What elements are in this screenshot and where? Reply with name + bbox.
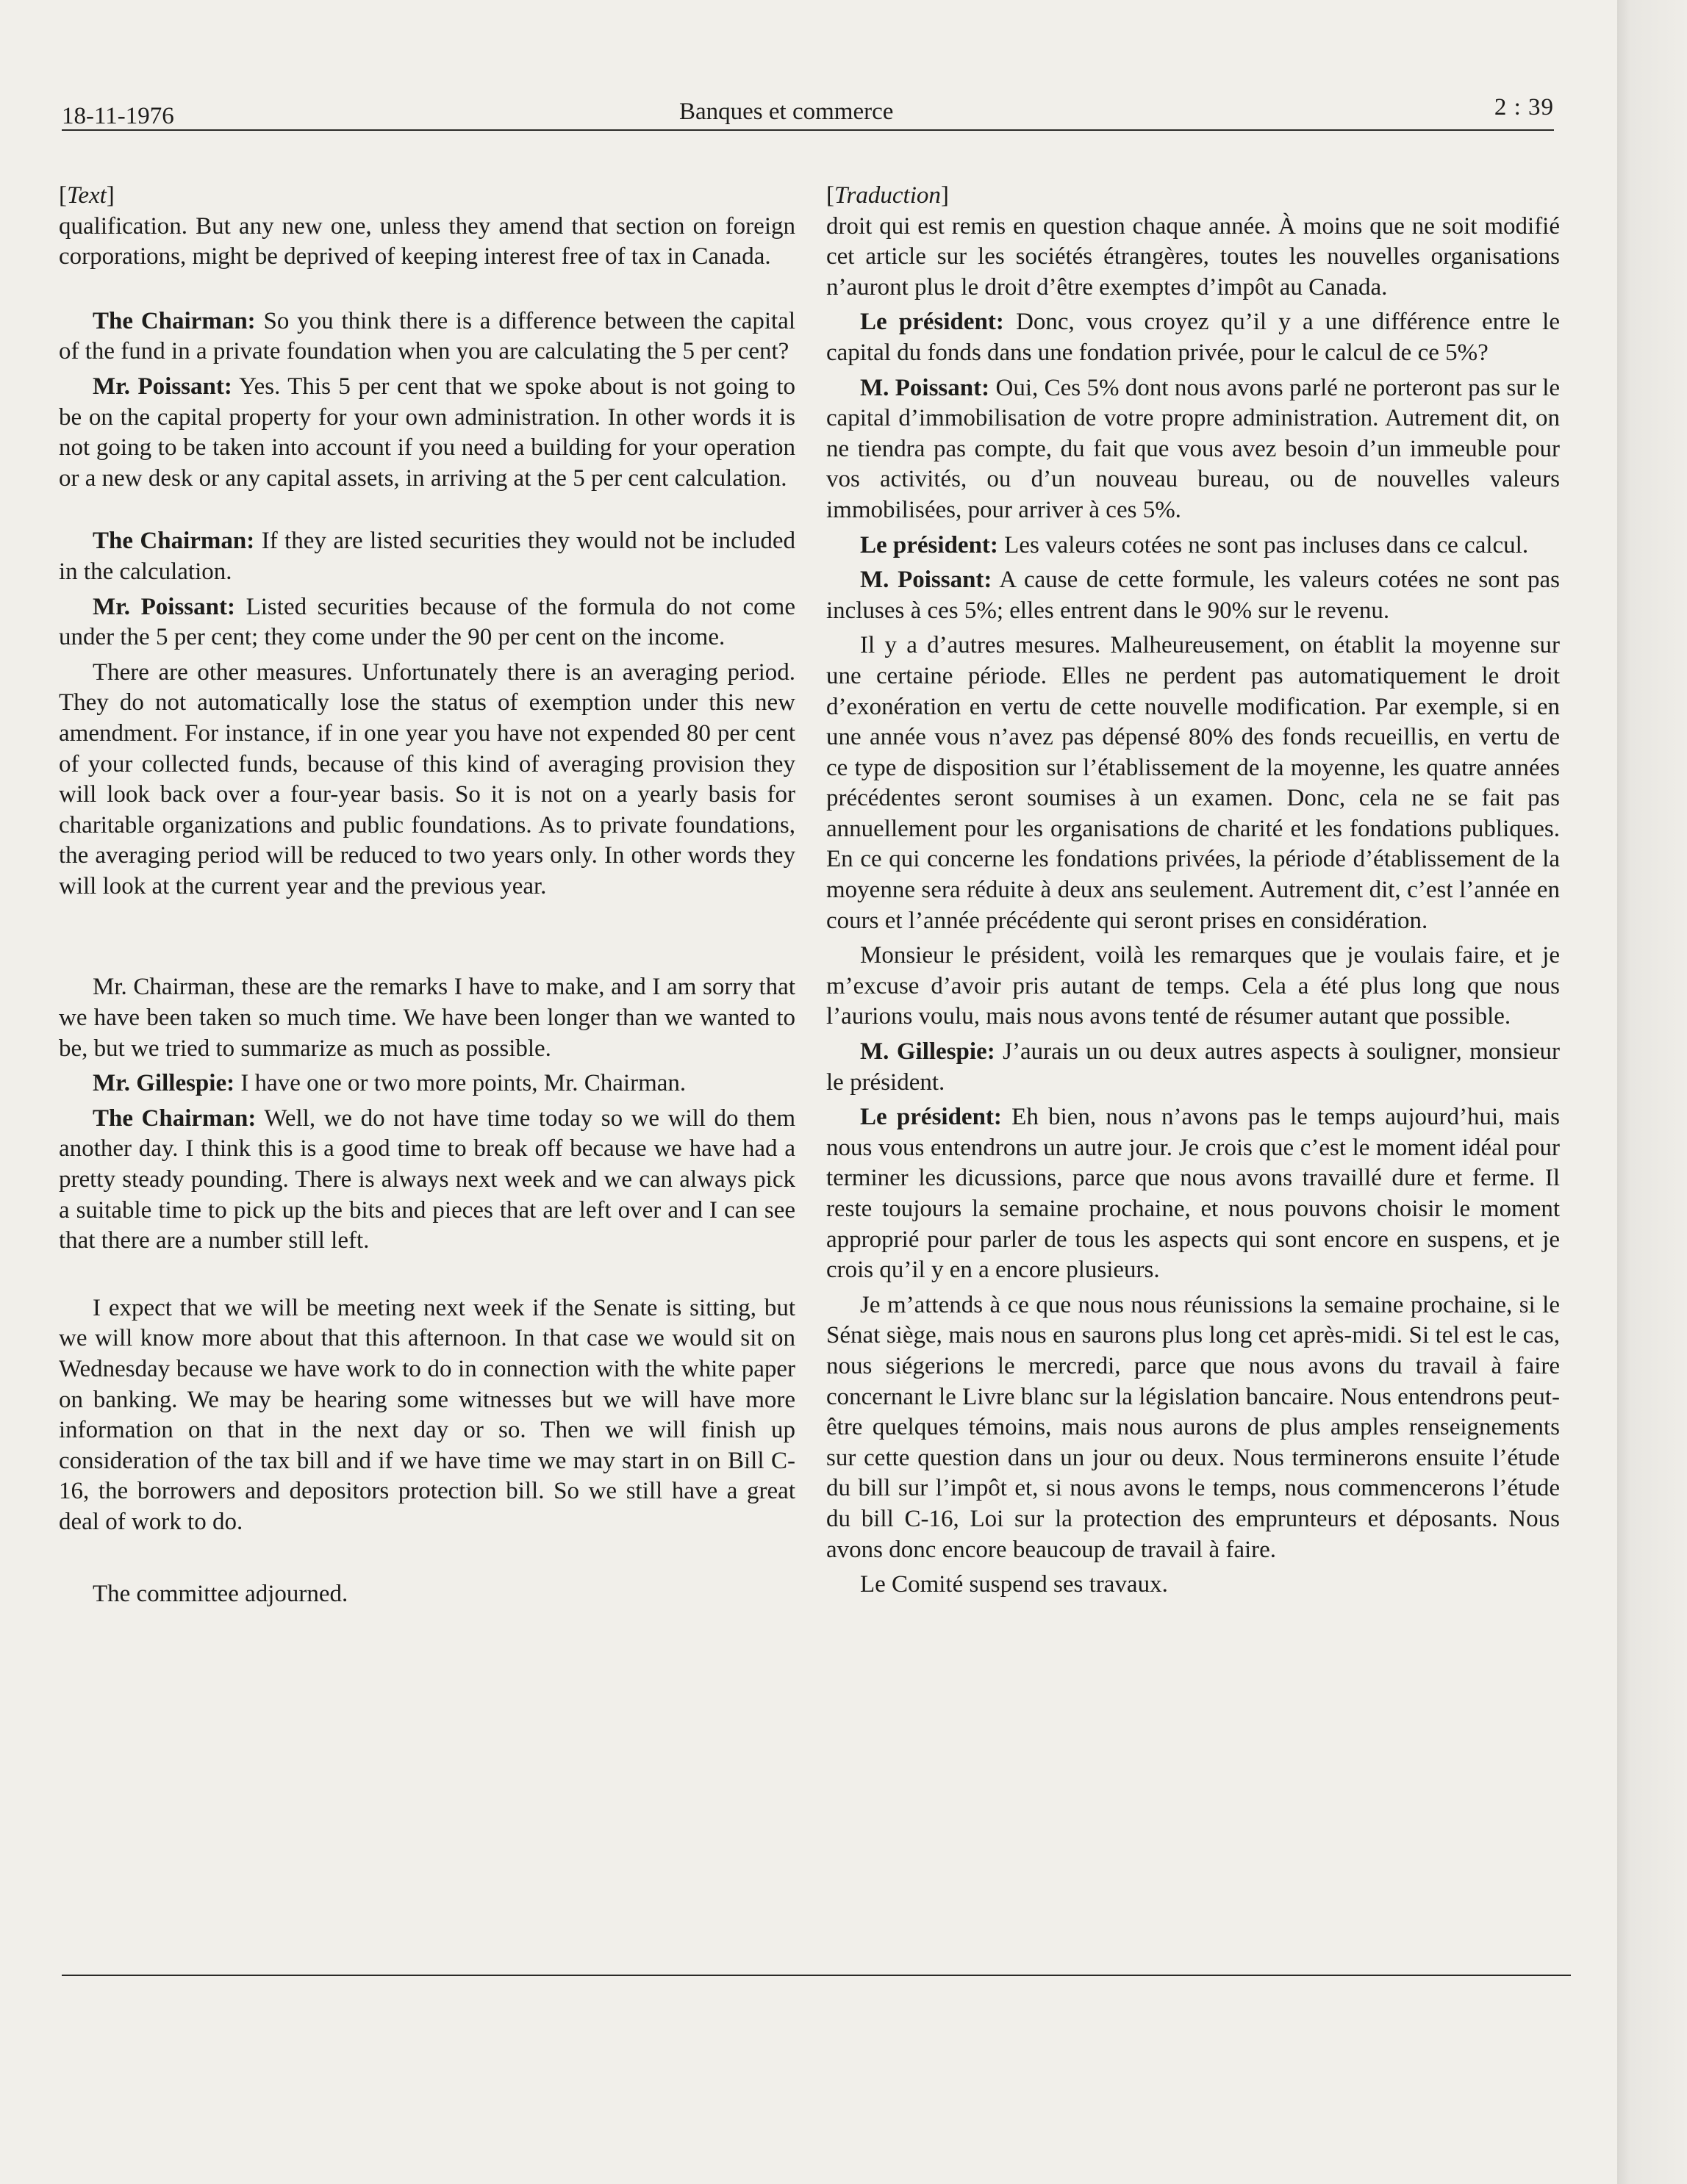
paragraph: Le président: Donc, vous croyez qu’il y a une différence entre le capital du fonds dans une fondation privée, pour le calcul de ce 5%? xyxy=(826,309,1560,366)
language-label: [Traduction] xyxy=(826,182,949,209)
header-rule xyxy=(62,129,1554,131)
paragraph: M. Poissant: Oui, Ces 5% dont nous avons parlé ne porteront pas sur le capital d’immobilisation de votre propre administration. Autrement dit, on ne tiendra pas compte, du fait que vous avez besoin d’un immeuble pour vos activités, ou d’un nouveau bureau, ou de nouvelles valeurs immobilisées, pour arriver à ces 5%. xyxy=(826,374,1561,523)
paragraph: The Chairman: So you think there is a difference between the capital of the fund in a private foundation when you are calculating the 5 per cent? xyxy=(59,307,795,365)
speaker-name: Le président: xyxy=(860,309,1004,336)
paragraph: Je m’attends à ce que nous nous réunissions la semaine prochaine, si le Sénat siège, mais nous en saurons plus long cet après-midi. Si tel est le cas, nous siégerions le mercredi, parce que nous avons du travail à faire concernant le Livre blanc sur la législation bancaire. Nous entendrons peut-être quelques témoins, mais nous aurons de plus amples renseignements sur cette question dans un jour ou deux. Nous terminerons ensuite l’étude du bill sur l’impôt et, si nous avons le temps, nous commencerons l’étude du bill C-16, Loi sur la protection des emprunteurs et déposants. Nous avons donc encore beaucoup de travail à faire. xyxy=(826,1291,1560,1563)
page-edge-shadow xyxy=(1617,0,1687,2184)
paragraph: Mr. Poissant: Yes. This 5 per cent that we spoke about is not going to be on the capital property for your own administration. In other words it is not going to be taken into account if you need a building for your operation or a new desk or any capital assets, in arriving at the 5 per cent calculation. xyxy=(59,373,796,492)
speaker-name: The Chairman: xyxy=(93,1104,257,1132)
paragraph: M. Gillespie: J’aurais un ou deux autres aspects à souligner, monsieur le président. xyxy=(826,1038,1561,1096)
speaker-name: M. Poissant: xyxy=(860,567,992,594)
speaker-name: Le président: xyxy=(860,531,998,558)
paragraph: Le Comité suspend ses travaux. xyxy=(860,1571,1168,1598)
header-page-number: 2 : 39 xyxy=(1494,94,1554,121)
paragraph: I expect that we will be meeting next week if the Senate is sitting, but we will know more about that this afternoon. In that case we would sit on Wednesday because we have work to do in connection with the white paper on banking. We may be hearing some witnesses but we will have more information on that in the next day or so. Then we will finish up consideration of the tax bill and if we have time we may start in on Bill C-16, the borrowers and depositors protection bill. So we still have a great deal of work to do. xyxy=(59,1294,795,1535)
speaker-name: M. Gillespie: xyxy=(860,1038,995,1066)
paragraph: Il y a d’autres mesures. Malheureusement, on établit la moyenne sur une certaine période. Elles ne perdent pas automatiquement le droit d’exonération en vertu de cette nouvelle modification. Par exemple, si en une année vous n’avez pas dépensé 80% des fonds recueillis, en vertu de ce type de disposition sur l’établissement de la moyenne, les quatre années précédentes seront soumises à un examen. Donc, cela ne se fait pas annuellement pour les organisations de charité et les fondations publiques. En ce qui concerne les fondations privées, la période d’établissement de la moyenne sera réduite à deux ans seulement. Autrement dit, c’est l’année en cours et l’année précédente qui seront prises en considération. xyxy=(826,632,1560,934)
paragraph: Mr. Gillespie: I have one or two more points, Mr. Chairman. xyxy=(93,1070,687,1097)
paragraph: Monsieur le président, voilà les remarques que je voulais faire, et je m’excuse d’avoir pris autant de temps. Cela a été plus long que nous l’aurions voulu, mais nous avons tenté de résumer autant que possible. xyxy=(826,942,1560,1030)
paragraph: droit qui est remis en question chaque année. À moins que ne soit modifié cet article sur les sociétés étrangères, toutes les nouvelles organisations n’auront plus le droit d’être exemptes d’impôt au Canada. xyxy=(826,212,1560,301)
running-header xyxy=(62,94,1554,134)
header-title: Banques et commerce xyxy=(679,98,894,125)
paragraph: The Chairman: Well, we do not have time today so we will do them another day. I think this is a good time to break off because we have had a pretty steady pounding. There is always next week and we can always pick a suitable time to pick up the bits and pieces that are left over and I can see that there are a number still left. xyxy=(59,1104,796,1254)
speaker-name: Mr. Poissant: xyxy=(93,593,235,620)
paragraph: Le président: Eh bien, nous n’avons pas le temps aujourd’hui, mais nous vous entendrons un autre jour. Je crois que c’est le moment idéal pour terminer les dicussions, parce que nous avons travaillé dure et ferme. Il reste toujours la semaine prochaine, et nous pouvons choisir le moment approprié pour parler de tous les aspects qui sont encore en suspens, et je crois qu’il y en a encore plusieurs. xyxy=(826,1104,1560,1284)
paragraph: The Chairman: If they are listed securities they would not be included in the calculation. xyxy=(59,528,795,585)
paragraph: Mr. Chairman, these are the remarks I have to make, and I am sorry that we have been taken so much time. We have been longer than we wanted to be, but we tried to summarize as much as possible. xyxy=(59,974,795,1062)
language-label: [Text] xyxy=(59,182,115,209)
speaker-name: M. Poissant: xyxy=(860,374,990,401)
english-column xyxy=(59,181,795,1609)
speaker-name: The Chairman: xyxy=(93,307,256,334)
paragraph: qualification. But any new one, unless they amend that section on foreign corporations, might be deprived of keeping interest free of tax in Canada. xyxy=(59,212,795,270)
paragraph: M. Poissant: A cause de cette formule, les valeurs cotées ne sont pas incluses à ces 5%; elles entrent dans le 90% sur le revenu. xyxy=(826,567,1560,624)
header-date: 18-11-1976 xyxy=(62,103,174,129)
speaker-name: Le président: xyxy=(860,1104,1002,1131)
paragraph: Le président: Les valeurs cotées ne sont pas incluses dans ce calcul. xyxy=(860,531,1529,558)
footer-rule xyxy=(62,1975,1571,1976)
paragraph: The committee adjourned. xyxy=(93,1580,348,1607)
speaker-name: Mr. Poissant: xyxy=(93,373,232,400)
speaker-name: The Chairman: xyxy=(93,528,255,555)
speaker-name: Mr. Gillespie: xyxy=(93,1070,235,1097)
paragraph: Mr. Poissant: Listed securities because of the formula do not come under the 5 per cent; they come under the 90 per cent on the income. xyxy=(59,593,795,651)
french-column xyxy=(826,181,1560,1601)
paragraph: There are other measures. Unfortunately there is an averaging period. They do not automatically lose the status of exemption under this new amendment. For instance, if in one year you have not expended 80 per cent of your collected funds, because of this kind of averaging provision they will look back over a four-year basis. So it is not on a yearly basis for charitable organizations and public foundations. As to private foundations, the averaging period will be reduced to two years only. In other words they will look at the current year and the previous year. xyxy=(59,658,795,899)
